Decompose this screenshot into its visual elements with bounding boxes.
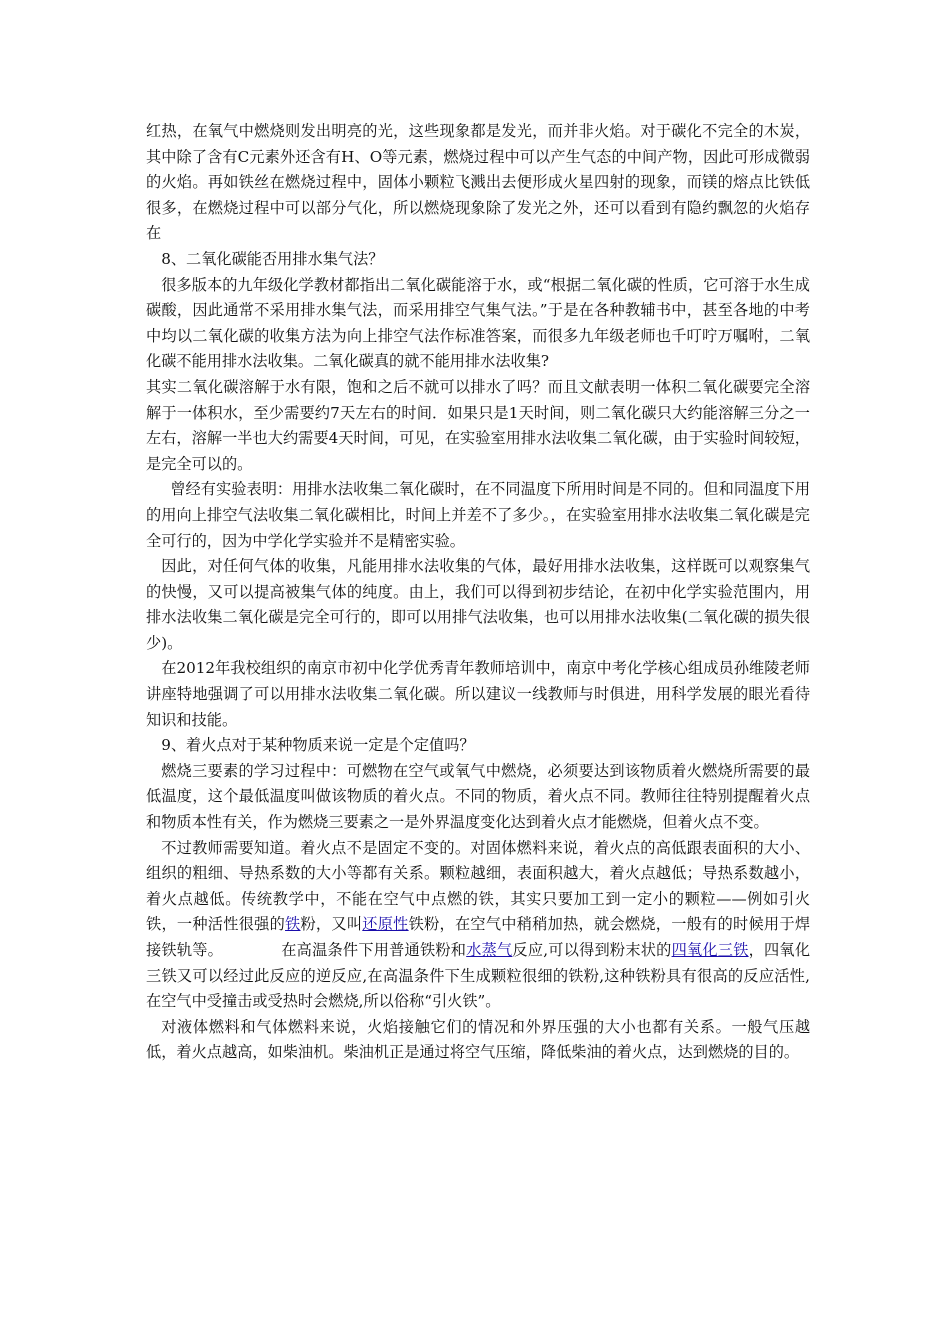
paragraph-flame-continuation: 红热，在氧气中燃烧则发出明亮的光，这些现象都是发光，而并非火焰。对于碳化不完全的木炭，其中除了含有C元素外还含有H、O等元素，燃烧过程中可以产生气态的中间产物，因此可形成微弱的火焰。再如铁丝在燃烧过程中，固体小颗粒飞溅出去便形成火星四射的现象，而镁的熔点比铁低很多，在燃烧过程中可以部分气化，所以燃烧现象除了发光之外，还可以看到有隐约飘忽的火焰存在 (146, 122, 810, 243)
text-segment: 铁粉，在空气中稍稍加热，就会燃烧，一般有的时候用于焊接铁轨等。 (146, 915, 811, 959)
link-iron[interactable]: 铁 (285, 915, 301, 934)
paragraph-co2-conclusion: 因此，对任何气体的收集，凡能用排水法收集的气体，最好用排水法收集，这样既可以观察集气的快慢，又可以提高被集气体的纯度。由上，我们可以得到初步结论，在初中化学实验范围内，用排水法收集二氧化碳是完全可行的，即可以用排气法收集，也可以用排水法收集(二氧化碳的损失很少)。 (146, 557, 810, 652)
text-segment: ，四氧化三铁又可以经过此反应的逆反应,在高温条件下生成颗粒很细的铁粉,这种铁粉具有很高的反应活性,在空气中受撞击或受热时会燃烧,所以俗称“引火铁”。 (146, 941, 811, 1011)
text-segment: 反应,可以得到粉末状的 (512, 941, 672, 959)
link-iron-oxide[interactable]: 四氧化三铁 (671, 941, 749, 959)
paragraph-ignition-basics: 燃烧三要素的学习过程中：可燃物在空气或氧气中燃烧，必须要达到该物质着火燃烧所需要的最低温度，这个最低温度叫做该物质的着火点。不同的物质，着火点不同。教师往往特别提醒着火点和物质本性有关，作为燃烧三要素之一是外界温度变化达到着火点才能燃烧，但着火点不变。 (146, 761, 810, 832)
section-heading-9: 9、着火点对于某种物质来说一定是个定值吗？ (161, 736, 475, 755)
document-body (146, 119, 810, 1066)
text-segment: 在高温条件下用普通铁粉和 (281, 941, 467, 959)
text-segment: 不过教师需要知道。着火点不是固定不变的。对固体燃料来说，着火点的高低跟表面积的大小、组织的粗细、导热系数的大小等都有关系。颗粒越细，表面积越大，着火点越低；导热系数越小，着火点越低。传统教学中，不能在空气中点燃的铁，其实只要加工到一定小的颗粒——例如引火铁，一种活性很强的 (146, 838, 810, 934)
paragraph-co2-textbook: 很多版本的九年级化学教材都指出二氧化碳能溶于水，或“根据二氧化碳的性质，它可溶于水生成碳酸，因此通常不采用排水集气法，而采用排空气集气法。”于是在各种教辅书中，甚至各地的中考中均以二氧化碳的收集方法为向上排空气法作标准答案，而很多九年级老师也千叮咛万嘱咐，二氧化碳不能用排水法收集。二氧化碳真的就不能用排水法收集? (146, 275, 810, 371)
paragraph-ignition-liquid-gas: 对液体燃料和气体燃料来说，火焰接触它们的情况和外界压强的大小也都有关系。一般气压越低，着火点越高，如柴油机。柴油机正是通过将空气压缩，降低柴油的着火点，达到燃烧的目的。 (146, 1017, 810, 1062)
paragraph-ignition-solid-fuel (146, 836, 810, 1015)
link-steam[interactable]: 水蒸气 (466, 941, 513, 959)
paragraph-co2-training: 在2012年我校组织的南京市初中化学优秀青年教师培训中，南京中考化学核心组成员孙维陵老师讲座特地强调了可以用排水法收集二氧化碳。所以建议一线教师与时俱进，用科学发展的眼光看待知识和技能。 (146, 659, 810, 729)
paragraph-co2-solubility: 其实二氧化碳溶解于水有限，饱和之后不就可以排水了吗？而且文献表明一体积二氧化碳要完全溶解于一体积水，至少需要约7天左右的时间．如果只是1天时间，则二氧化碳只大约能溶解三分之一左右，溶解一半也大约需要4天时间，可见，在实验室用排水法收集二氧化碳，由于实验时间较短，是完全可以的。 (146, 377, 810, 473)
text-segment: 粉，又叫 (300, 915, 363, 934)
section-heading-8: 8、二氧化碳能否用排水集气法？ (161, 249, 384, 268)
link-reducing[interactable]: 还原性 (362, 915, 409, 934)
paragraph-co2-experiment: 曾经有实验表明：用排水法收集二氧化碳时，在不同温度下所用时间是不同的。但和同温度下用的用向上排空气法收集二氧化碳相比，时间上并差不了多少。，在实验室用排水法收集二氧化碳是完全可行的，因为中学化学实验并不是精密实验。 (146, 480, 810, 550)
